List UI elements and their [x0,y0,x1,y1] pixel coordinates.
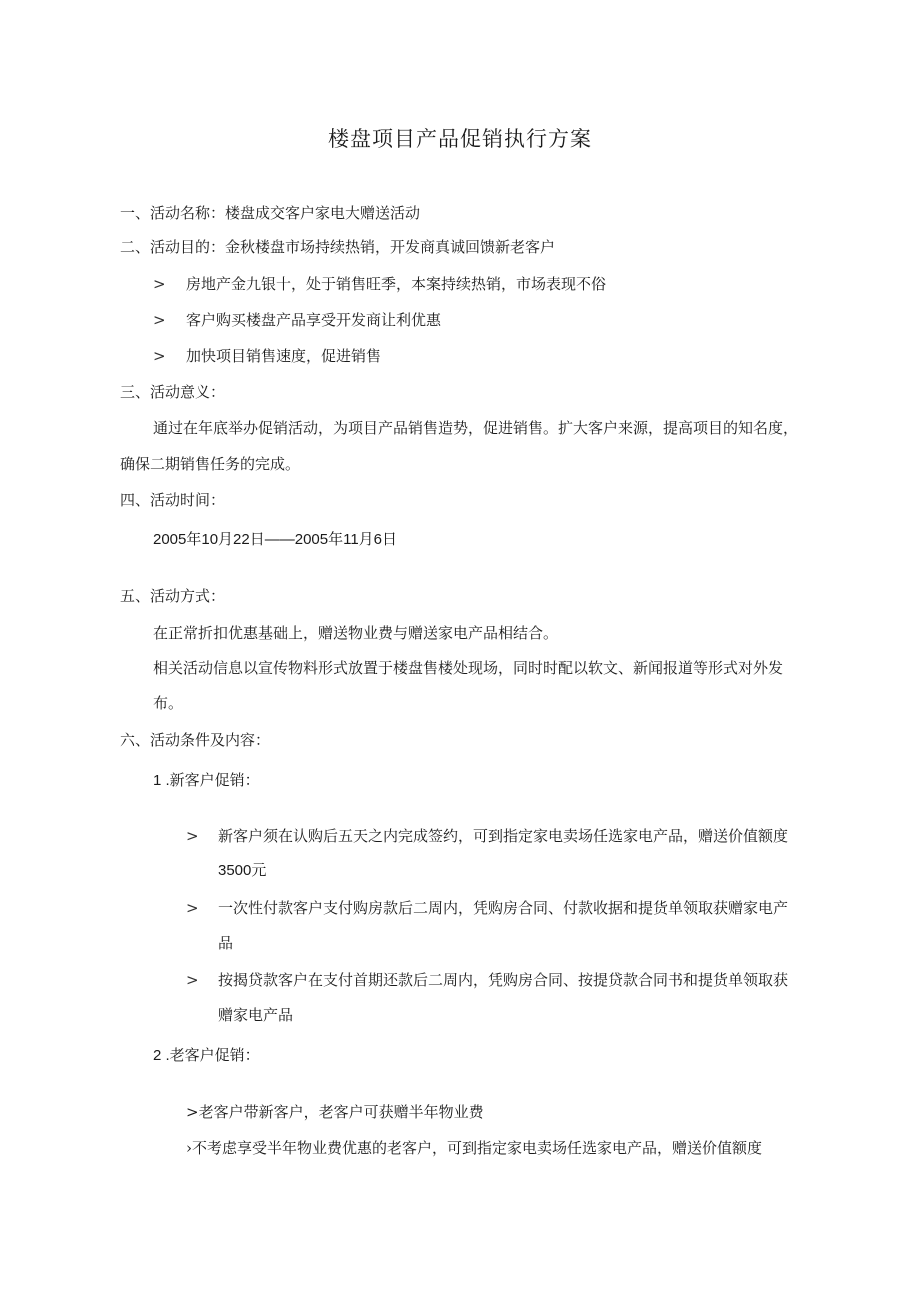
list-item-continued: 3500元 [218,862,267,879]
section-1-name: 一、活动名称：楼盘成交客户家电大赠送活动 [120,204,421,222]
list-item-continued: 赠家电产品 [218,1006,294,1024]
subheading-new-customers: 1 .新客户促销： [153,772,260,789]
section-6-heading: 六、活动条件及内容： [120,731,271,749]
paragraph: 布。 [153,694,184,712]
list-item: 客户购买楼盘产品享受开发商让利优惠 [186,311,442,329]
list-item: 新客户须在认购后五天之内完成签约，可到指定家电卖场任选家电产品，赠送价值额度 [218,827,789,845]
section-4-heading: 四、活动时间： [120,491,226,509]
bullet-arrow-icon: > [153,311,166,329]
event-time: 2005年10月22日——2005年11月6日 [153,531,398,548]
paragraph: 在正常折扣优惠基础上，赠送物业费与赠送家电产品相结合。 [153,624,559,642]
list-item: 加快项目销售速度，促进销售 [186,347,382,365]
bullet-arrow-icon: > [186,971,199,989]
document-title: 楼盘项目产品促销执行方案 [328,127,592,151]
bullet-arrow-icon: > [186,827,199,845]
list-item: 按揭贷款客户在支付首期还款后二周内，凭购房合同、按提贷款合同书和提货单领取获 [218,971,789,989]
bullet-arrow-icon: > [186,899,199,917]
section-3-heading: 三、活动意义： [120,383,226,401]
paragraph: 确保二期销售任务的完成。 [120,455,301,473]
list-item: >老客户带新客户，老客户可获赠半年物业费 [186,1103,484,1121]
paragraph: 相关活动信息以宣传物料形式放置于楼盘售楼处现场，同时时配以软文、新闻报道等形式对外发 [153,659,784,677]
section-5-heading: 五、活动方式： [120,587,226,605]
list-item-continued: 品 [218,934,234,952]
paragraph: 通过在年底举办促销活动，为项目产品销售造势，促进销售。扩大客户来源，提高项目的知名度， [153,419,799,437]
bullet-arrow-icon: > [153,275,166,293]
list-item: 一次性付款客户支付购房款后二周内，凭购房合同、付款收据和提货单领取获赠家电产 [218,899,789,917]
section-2-purpose: 二、活动目的：金秋楼盘市场持续热销，开发商真诚回馈新老客户 [120,238,556,256]
list-item: ›不考虑享受半年物业费优惠的老客户，可到指定家电卖场任选家电产品，赠送价值额度 [186,1139,763,1157]
subheading-old-customers: 2 .老客户促销： [153,1047,260,1064]
bullet-arrow-icon: > [153,347,166,365]
list-item: 房地产金九银十，处于销售旺季，本案持续热销，市场表现不俗 [186,275,607,293]
